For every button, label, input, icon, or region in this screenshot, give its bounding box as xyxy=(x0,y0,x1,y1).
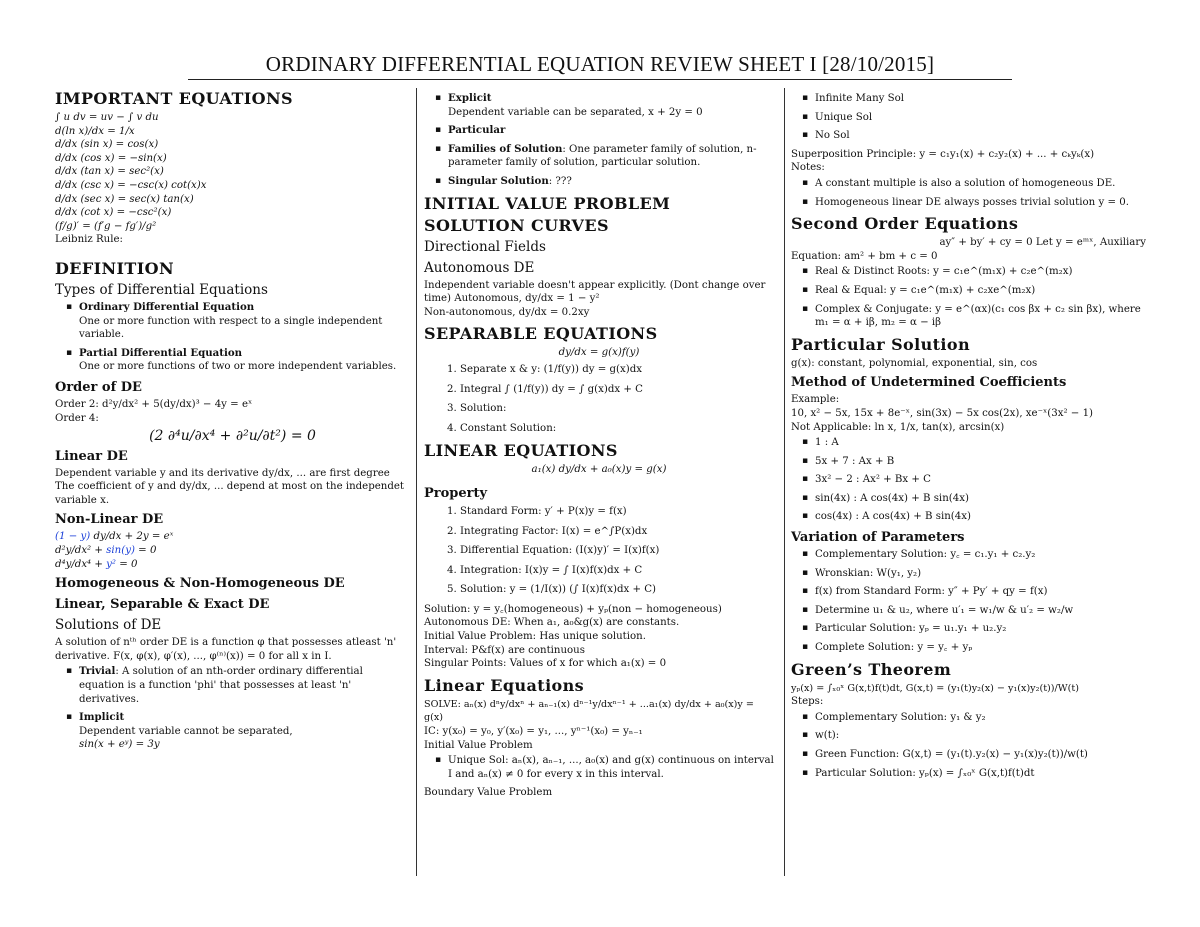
notes-list xyxy=(791,177,1146,209)
gx-line: g(x): constant, polynomial, exponential, sin, cos xyxy=(791,357,1038,369)
list-item: ▪ Particular Solution: yₚ = u₁.y₁ + u₂.y₂ xyxy=(815,622,1146,636)
equation: d(ln x)/dx = 1/x xyxy=(55,125,135,137)
separable-eq: dy/dx = g(x)f(y) xyxy=(558,347,640,359)
list-item xyxy=(448,124,774,138)
column-2 xyxy=(424,88,774,800)
column-divider xyxy=(784,88,785,876)
list-item xyxy=(448,92,774,119)
column-1 xyxy=(55,88,410,757)
bvp-label: Boundary Value Problem xyxy=(424,787,553,799)
singular-title: Singular Solution xyxy=(448,174,549,187)
trivial-title: Trivial xyxy=(79,665,116,678)
homogeneous-heading: Homogeneous & Non-Homogeneous DE xyxy=(55,576,345,592)
explicit-desc: Dependent variable can be separated, x + 2y = 0 xyxy=(448,106,703,118)
implicit-eq: sin(x + eʸ) = 3y xyxy=(79,739,160,751)
undetermined-heading: Method of Undetermined Coefficients xyxy=(791,375,1067,391)
linear-p1: Dependent variable y and its derivative dy/dx, ... are first degree xyxy=(55,467,390,479)
list-item: 1. Standard Form: y′ + P(x)y = f(x) xyxy=(460,505,774,519)
list-item xyxy=(79,665,410,706)
list-item: ▪ Homogeneous linear DE always posses trivial solution y = 0. xyxy=(815,196,1146,210)
ode-desc: One or more function with respect to a single independent variable. xyxy=(79,315,383,341)
list-item: ▪ Complete Solution: y = y꜀ + yₚ xyxy=(815,641,1146,655)
interval-line: Interval: P&f(x) are continuous xyxy=(424,644,585,656)
order-heading: Order of DE xyxy=(55,379,142,395)
types-list xyxy=(55,301,410,374)
order-2: Order 2: d²y/dx² + 5(dy/dx)³ − 4y = eˣ xyxy=(55,398,253,410)
directional-fields-heading: Directional Fields xyxy=(424,238,546,255)
list-item: ▪ 3x² − 2 : Ax² + Bx + C xyxy=(815,473,1146,487)
particular-solution-heading: Particular Solution xyxy=(791,334,970,354)
ivp-line: Initial Value Problem: Has unique solution. xyxy=(424,631,646,643)
autonomous-heading: Autonomous DE xyxy=(424,259,535,276)
notes-label: Notes: xyxy=(791,162,825,174)
separable-heading: SEPARABLE EQUATIONS xyxy=(424,324,658,344)
singular-desc: : ??? xyxy=(548,175,572,187)
solutions-heading: Solutions of DE xyxy=(55,617,162,634)
linear-equations-heading: LINEAR EQUATIONS xyxy=(424,441,618,461)
superposition-line: Superposition Principle: y = c₁y₁(x) + c₂y₂(x) + ... + cₖyₖ(x) xyxy=(791,148,1095,160)
solution-line: Solution: y = y꜀(homogeneous) + yₚ(non − homogeneous) xyxy=(424,603,722,615)
nonlinear-term: y² xyxy=(106,558,117,570)
definition-heading: DEFINITION xyxy=(55,258,174,278)
implicit-desc: Dependent variable cannot be separated, xyxy=(79,725,293,737)
nonlinear-rest: dy/dx + 2y = eˣ xyxy=(90,531,174,543)
list-item: ▪ Determine u₁ & u₂, where u′₁ = w₁/w & u′₂ = w₂/w xyxy=(815,604,1146,618)
list-item xyxy=(448,143,774,170)
list-item: ▪ Real & Distinct Roots: y = c₁e^(m₁x) + c₂e^(m₂x) xyxy=(815,265,1146,279)
list-item: 2. Integral ∫ (1/f(y)) dy = ∫ g(x)dx + C xyxy=(460,383,774,397)
autonomous-paragraph: Independent variable doesn't appear explicitly. (Dont change over time) Autonomous, dy/dx = 1 − y² xyxy=(424,279,766,305)
nonlinear-term: sin(y) xyxy=(106,545,135,557)
green-line: yₚ(x) = ∫ₓ₀ˣ G(x,t)f(t)dt, G(x,t) = (y₁(t)y₂(x) − y₁(x)y₂(t))/W(t) xyxy=(791,682,1079,694)
autonomous-line: Autonomous DE: When a₁, a₀&g(x) are constants. xyxy=(424,617,680,629)
list-item: ▪ sin(4x) : A cos(4x) + B sin(4x) xyxy=(815,492,1146,506)
second-order-heading: Second Order Equations xyxy=(791,214,1019,234)
leibniz-rule: Leibniz Rule: xyxy=(55,234,123,246)
nonlinear-rest: d²y/dx² + xyxy=(55,545,107,557)
solution-curves-heading: SOLUTION CURVES xyxy=(424,215,609,235)
list-item: ▪ Wronskian: W(y₁, y₂) xyxy=(815,567,1146,581)
linear-eq: a₁(x) dy/dx + a₀(x)y = g(x) xyxy=(531,464,667,476)
trivial-desc: : A solution of an nth-order ordinary differential equation is a function 'phi' that possesses at least 'n' derivatives. xyxy=(79,666,363,705)
nonlinear-rest: d⁴y/dx⁴ + xyxy=(55,558,107,570)
nonlinear-eq-1 xyxy=(55,530,410,544)
list-item: ▪ Complementary Solution: y₁ & y₂ xyxy=(815,711,1146,725)
solve-line: SOLVE: aₙ(x) dⁿy/dxⁿ + aₙ₋₁(x) dⁿ⁻¹y/dxⁿ⁻¹ + ...a₁(x) dy/dx + a₀(x)y = g(x) xyxy=(424,698,754,724)
variation-list xyxy=(791,548,1146,655)
equation: ∫ u dv = uv − ∫ v du xyxy=(55,112,159,123)
auxiliary-line-1: ay″ + by′ + cy = 0 Let y = eᵐˣ, Auxiliary xyxy=(939,237,1146,249)
separable-steps xyxy=(424,363,774,435)
linear-eqs-heading: Linear Equations xyxy=(424,675,585,695)
list-item: 1. Separate x & y: (1/f(y)) dy = g(x)dx xyxy=(460,363,774,377)
solution-count-list xyxy=(791,92,1146,143)
variation-heading: Variation of Parameters xyxy=(791,530,965,546)
explicit-title: Explicit xyxy=(448,92,492,104)
linear-separable-exact-heading: Linear, Separable & Exact DE xyxy=(55,597,270,613)
guesses-list xyxy=(791,436,1146,524)
not-applicable-line: Not Applicable: ln x, 1/x, tan(x), arcsin(x) xyxy=(791,421,1005,433)
nonautonomous-paragraph: Non-autonomous, dy/dx = 0.2xy xyxy=(424,306,590,318)
example-label: Example: xyxy=(791,394,840,406)
solutions-paragraph: A solution of nᵗʰ order DE is a function φ that possesses atleast 'n' derivative. F(x, φ(x), φ′(x), ..., φ⁽ⁿ⁾(x)) = 0 for all x in I. xyxy=(55,637,397,662)
ivp-list xyxy=(424,754,774,781)
auxiliary-line-2: Equation: am² + bm + c = 0 xyxy=(791,250,938,262)
list-item xyxy=(79,301,410,342)
order-4-equation: (2 ∂⁴u/∂x⁴ + ∂²u/∂t²) = 0 xyxy=(149,428,316,445)
steps-label: Steps: xyxy=(791,696,824,708)
list-item: ▪ Unique Sol: aₙ(x), aₙ₋₁, ..., a₀(x) and g(x) continuous on interval I and aₙ(x) ≠ 0 for every x in this interval. xyxy=(448,754,774,781)
column-3 xyxy=(791,88,1146,785)
pde-title: Partial Differential Equation xyxy=(79,346,243,359)
nonlinear-term: (1 − y) xyxy=(55,531,91,543)
list-item: ▪ Unique Sol xyxy=(815,111,1146,125)
list-item: ▪ Infinite Many Sol xyxy=(815,92,1146,106)
list-item: ▪ 5x + 7 : Ax + B xyxy=(815,455,1146,469)
equation: d/dx (sin x) = cos(x) xyxy=(55,139,159,151)
types-heading: Types of Differential Equations xyxy=(55,281,268,298)
ivp-heading: INITIAL VALUE PROBLEM xyxy=(424,193,671,213)
list-item: ▪ cos(4x) : A cos(4x) + B sin(4x) xyxy=(815,510,1146,524)
list-item: ▪ Real & Equal: y = c₁e^(m₁x) + c₂xe^(m₂x) xyxy=(815,284,1146,298)
ode-title: Ordinary Differential Equation xyxy=(79,300,255,313)
column-divider xyxy=(416,88,417,876)
list-item: ▪ w(t): xyxy=(815,729,1146,743)
green-steps-list xyxy=(791,711,1146,780)
list-item: ▪ Particular Solution: yₚ(x) = ∫ₓ₀ˣ G(x,t)f(t)dt xyxy=(815,767,1146,781)
list-item: 3. Solution: xyxy=(460,402,774,416)
equation: d/dx (tan x) = sec²(x) xyxy=(55,166,164,178)
list-item: ▪ 1 : A xyxy=(815,436,1146,450)
list-item: 3. Differential Equation: (I(x)y)′ = I(x)f(x) xyxy=(460,544,774,558)
order-4-label: Order 4: xyxy=(55,412,99,424)
list-item: ▪ No Sol xyxy=(815,129,1146,143)
important-equations-heading: IMPORTANT EQUATIONS xyxy=(55,89,293,108)
list-item xyxy=(79,711,410,752)
solution-types-list xyxy=(424,92,774,189)
list-item: 4. Constant Solution: xyxy=(460,422,774,436)
list-item: 2. Integrating Factor: I(x) = e^∫P(x)dx xyxy=(460,525,774,539)
page-title: ORDINARY DIFFERENTIAL EQUATION REVIEW SHEET I [28/10/2015] xyxy=(188,52,1012,80)
equation: d/dx (cos x) = −sin(x) xyxy=(55,152,167,164)
linear-de-heading: Linear DE xyxy=(55,448,128,464)
equation: d/dx (sec x) = sec(x) tan(x) xyxy=(55,193,194,205)
list-item: ▪ Complex & Conjugate: y = e^(αx)(c₁ cos βx + c₂ sin βx), where m₁ = α + iβ, m₂ = α − iβ xyxy=(815,303,1146,330)
nonlinear-heading: Non-Linear DE xyxy=(55,512,164,528)
nonlinear-eq-2 xyxy=(55,544,410,558)
example-line: 10, x² − 5x, 15x + 8e⁻ˣ, sin(3x) − 5x cos(2x), xe⁻ˣ(3x² − 1) xyxy=(791,407,1094,419)
nonlinear-rest: = 0 xyxy=(134,545,157,557)
equation: (f/g)′ = (f′g − fg′)/g² xyxy=(55,220,157,232)
list-item: 4. Integration: I(x)y = ∫ I(x)f(x)dx + C xyxy=(460,564,774,578)
list-item xyxy=(79,347,410,374)
property-heading: Property xyxy=(424,485,488,501)
particular-title: Particular xyxy=(448,124,506,137)
singular-points-line: Singular Points: Values of x for which a₁(x) = 0 xyxy=(424,658,667,670)
linear-p2: The coefficient of y and dy/dx, ... depend at most on the independet variable x. xyxy=(55,481,404,506)
solutions-list xyxy=(55,665,410,752)
property-steps xyxy=(424,505,774,597)
nonlinear-eq-3 xyxy=(55,558,410,572)
list-item: 5. Solution: y = (1/I(x)) (∫ I(x)f(x)dx + C) xyxy=(460,583,774,597)
list-item xyxy=(448,175,774,189)
equation: d/dx (csc x) = −csc(x) cot(x)x xyxy=(55,179,207,191)
green-heading: Green’s Theorem xyxy=(791,659,952,679)
equation: d/dx (cot x) = −csc²(x) xyxy=(55,207,172,219)
implicit-title: Implicit xyxy=(79,711,125,724)
nonlinear-rest: = 0 xyxy=(116,558,138,570)
list-item: ▪ Complementary Solution: y꜀ = c₁.y₁ + c₂.y₂ xyxy=(815,548,1146,562)
ic-line: IC: y(x₀) = y₀, y′(x₀) = y₁, ..., yⁿ⁻¹(x₀) = yₙ₋₁ xyxy=(424,726,643,738)
list-item: ▪ Green Function: G(x,t) = (y₁(t).y₂(x) − y₁(x)y₂(t))/w(t) xyxy=(815,748,1146,762)
families-desc: : One parameter family of solution, n-parameter family of solution, particular solution. xyxy=(448,143,757,169)
families-title: Families of Solution xyxy=(448,142,563,155)
list-item: ▪ A constant multiple is also a solution of homogeneous DE. xyxy=(815,177,1146,191)
roots-list xyxy=(791,265,1146,329)
list-item: ▪ f(x) from Standard Form: y″ + Py′ + qy = f(x) xyxy=(815,585,1146,599)
pde-desc: One or more functions of two or more independent variables. xyxy=(79,361,397,373)
ivp-label: Initial Value Problem xyxy=(424,739,533,751)
